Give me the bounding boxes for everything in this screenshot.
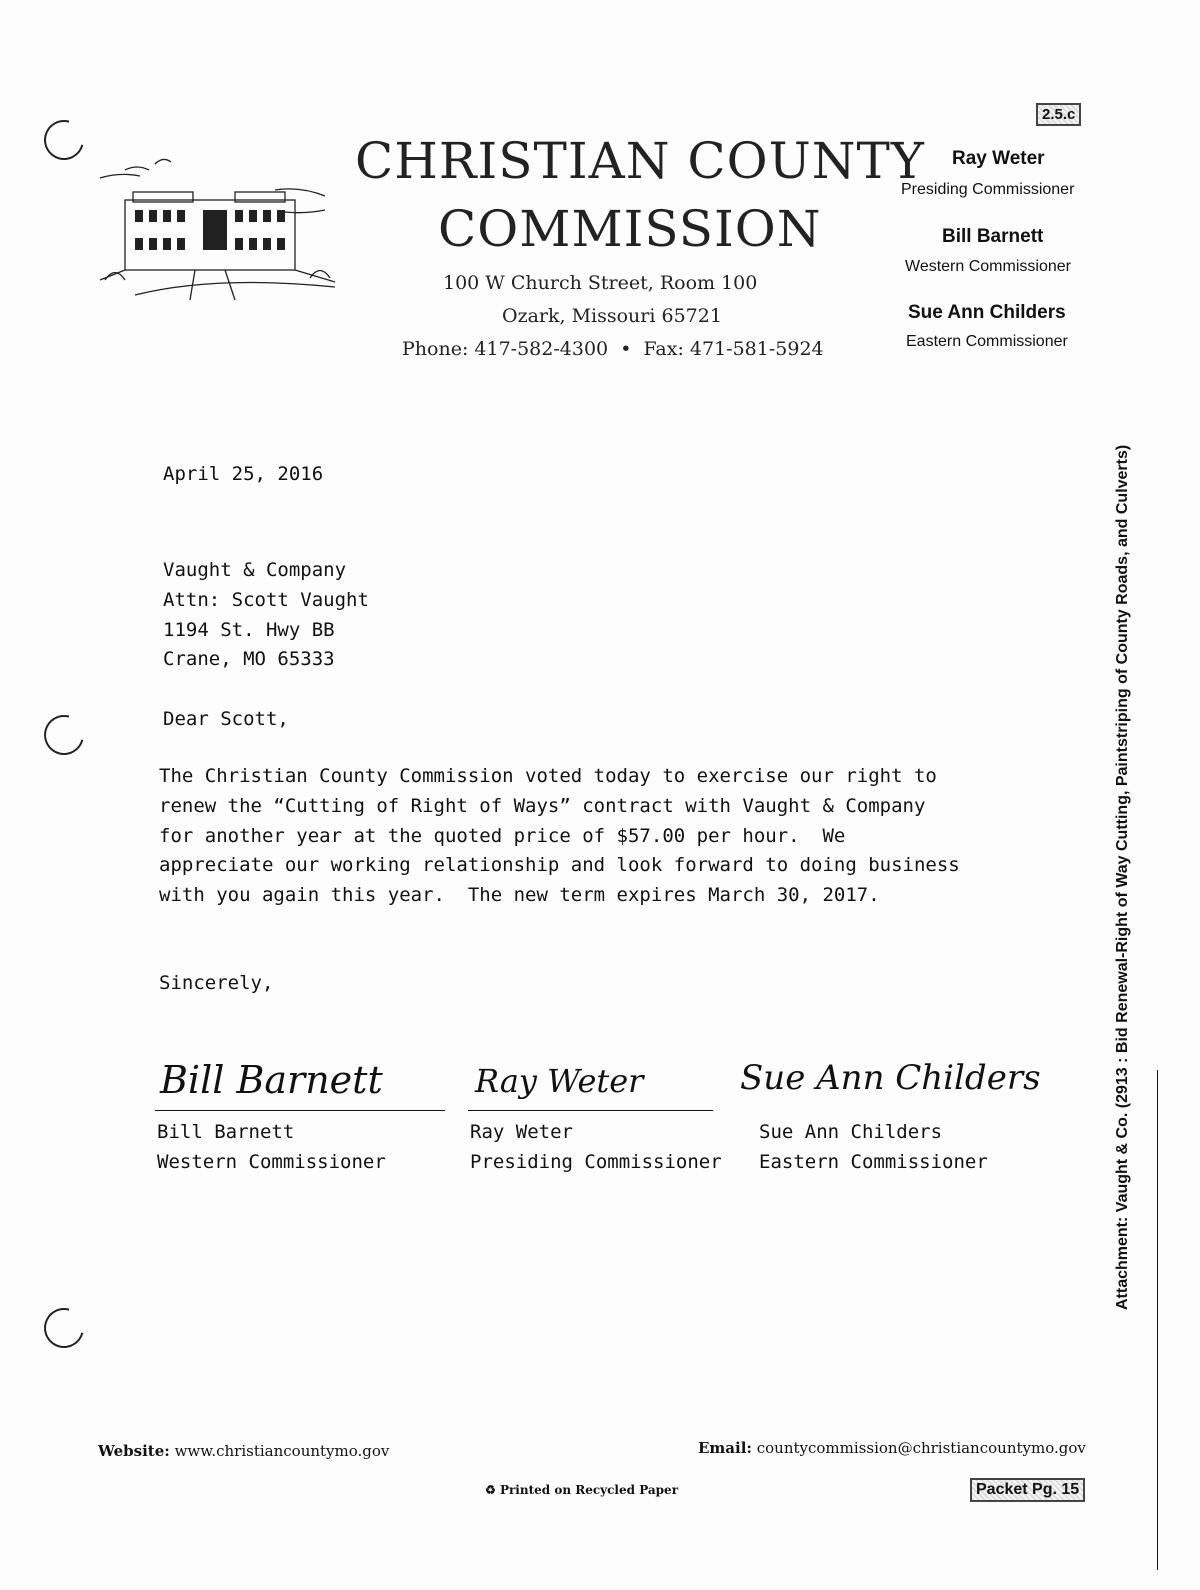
- courthouse-logo: [95, 150, 355, 310]
- fax-label: Fax:: [643, 338, 684, 360]
- address-line2: Ozark, Missouri 65721: [502, 305, 722, 327]
- punch-hole: [37, 1301, 92, 1356]
- body-line: appreciate our working relationship and look forward to doing business: [159, 854, 960, 876]
- signature-bill-barnett: Bill Barnett: [160, 1058, 383, 1102]
- bullet-separator: •: [614, 338, 638, 360]
- salutation: Dear Scott,: [163, 708, 289, 730]
- footer-website: [98, 1442, 389, 1460]
- signer-title: Presiding Commissioner: [470, 1151, 722, 1173]
- packet-page-badge: Packet Pg. 15: [970, 1478, 1085, 1502]
- letter-date: April 25, 2016: [163, 463, 324, 485]
- signer-name: Ray Weter: [470, 1121, 573, 1143]
- recipient-line: Vaught & Company: [163, 559, 347, 581]
- commissioner-name: Ray Weter: [952, 148, 1045, 169]
- address-line1: 100 W Church Street, Room 100: [443, 272, 758, 294]
- signer-name: Bill Barnett: [157, 1121, 295, 1143]
- recipient-line: Attn: Scott Vaught: [163, 589, 369, 611]
- recycled-text: Printed on Recycled Paper: [499, 1483, 679, 1497]
- website-url[interactable]: www.christiancountymo.gov: [174, 1442, 390, 1460]
- signature-ray-weter: Ray Weter: [475, 1062, 644, 1100]
- commissioner-name: Sue Ann Childers: [908, 302, 1066, 323]
- commissioner-role: Eastern Commissioner: [906, 333, 1068, 350]
- margin-rule: [1157, 1070, 1158, 1570]
- attachment-note: Attachment: Vaught & Co. (2913 : Bid Renewal-Right of Way Cutting, Paintstriping of County Roads, and Culverts): [1114, 444, 1131, 1310]
- page-badge: 2.5.c: [1036, 103, 1081, 126]
- signature-line: [155, 1110, 445, 1111]
- body-line: renew the “Cutting of Right of Ways” contract with Vaught & Company: [159, 795, 926, 817]
- email-address[interactable]: countycommission@christiancountymo.gov: [756, 1439, 1086, 1457]
- body-line: The Christian County Commission voted today to exercise our right to: [159, 765, 937, 787]
- phone-label: Phone:: [402, 338, 469, 360]
- signature-line: [468, 1110, 713, 1111]
- signer-name: Sue Ann Childers: [759, 1121, 943, 1143]
- commissioner-role: Presiding Commissioner: [901, 181, 1075, 198]
- commission-title-line1: CHRISTIAN COUNTY: [355, 132, 925, 190]
- signer-title: Eastern Commissioner: [759, 1151, 988, 1173]
- recycle-icon: ♻: [485, 1483, 496, 1497]
- website-label: Website:: [98, 1442, 170, 1460]
- punch-hole: [37, 708, 92, 763]
- footer-email: [698, 1439, 1086, 1457]
- commissioner-name: Bill Barnett: [942, 226, 1044, 247]
- closing: Sincerely,: [159, 972, 274, 994]
- fax-number: 471-581-5924: [689, 338, 824, 360]
- recipient-line: 1194 St. Hwy BB: [163, 619, 335, 641]
- body-line: for another year at the quoted price of $57.00 per hour. We: [159, 825, 846, 847]
- phone-number: 417-582-4300: [474, 338, 609, 360]
- recipient-line: Crane, MO 65333: [163, 648, 335, 670]
- signer-title: Western Commissioner: [157, 1151, 386, 1173]
- commission-title-line2: COMMISSION: [438, 200, 822, 258]
- email-label: Email:: [698, 1439, 752, 1457]
- punch-hole: [37, 113, 92, 168]
- recycled-note: [485, 1483, 678, 1497]
- signature-sue-ann-childers: Sue Ann Childers: [740, 1058, 1041, 1098]
- contact-line: [402, 338, 824, 360]
- body-line: with you again this year. The new term expires March 30, 2017.: [159, 884, 880, 906]
- commissioner-role: Western Commissioner: [905, 258, 1071, 275]
